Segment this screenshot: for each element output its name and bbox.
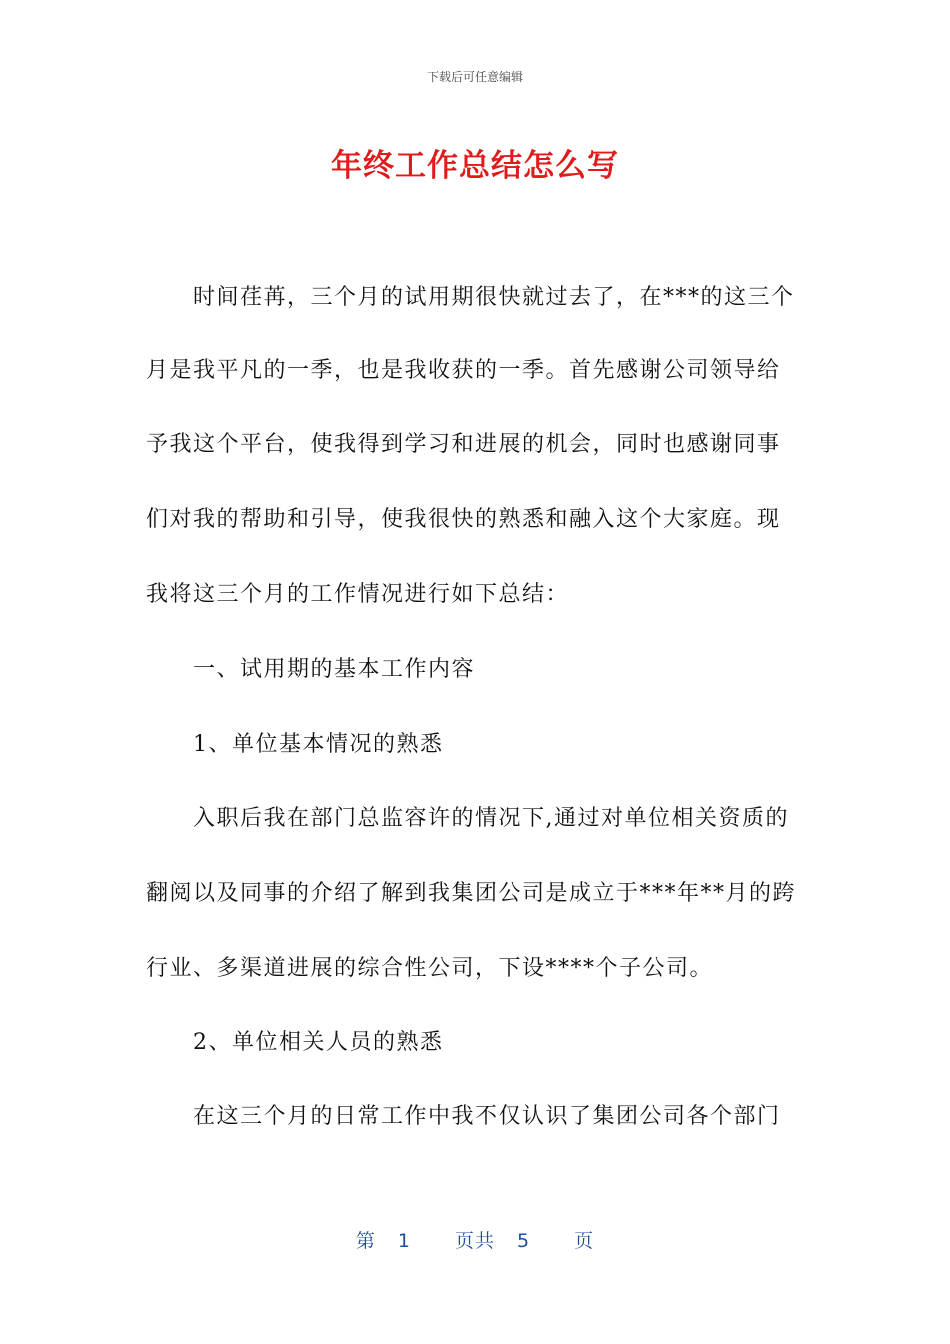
document-title: 年终工作总结怎么写 <box>331 148 619 184</box>
paragraph-line: 翻阅以及同事的介绍了解到我集团公司是成立于***年**月的跨 <box>146 881 797 906</box>
footer-page-total: 5 <box>517 1230 531 1252</box>
paragraph-line: 入职后我在部门总监容许的情况下,通过对单位相关资质的 <box>193 806 789 831</box>
paragraph-line: 我将这三个月的工作情况进行如下总结： <box>146 582 570 607</box>
paragraph-line: 在这三个月的日常工作中我不仅认识了集团公司各个部门 <box>193 1104 781 1129</box>
paragraph-line: 予我这个平台，使我得到学习和进展的机会，同时也感谢同事 <box>146 432 781 457</box>
footer-page-number: 1 <box>397 1230 411 1252</box>
section-heading: 一、试用期的基本工作内容 <box>193 657 476 682</box>
subsection-heading: 1、单位基本情况的熟悉 <box>193 732 444 757</box>
footer-page-middle: 页共 <box>454 1230 495 1252</box>
paragraph-line: 们对我的帮助和引导，使我很快的熟悉和融入这个大家庭。现 <box>146 507 781 532</box>
footer-page-suffix: 页 <box>574 1230 595 1252</box>
paragraph-line: 月是我平凡的一季，也是我收获的一季。首先感谢公司领导给 <box>146 358 781 383</box>
header-note: 下载后可任意编辑 <box>426 70 523 84</box>
subsection-heading: 2、单位相关人员的熟悉 <box>193 1030 444 1055</box>
paragraph-line: 时间荏苒，三个月的试用期很快就过去了，在***的这三个 <box>193 285 795 310</box>
paragraph-line: 行业、多渠道进展的综合性公司，下设****个子公司。 <box>146 956 714 981</box>
page-footer <box>0 1226 950 1253</box>
footer-page-prefix: 第 <box>355 1230 376 1252</box>
